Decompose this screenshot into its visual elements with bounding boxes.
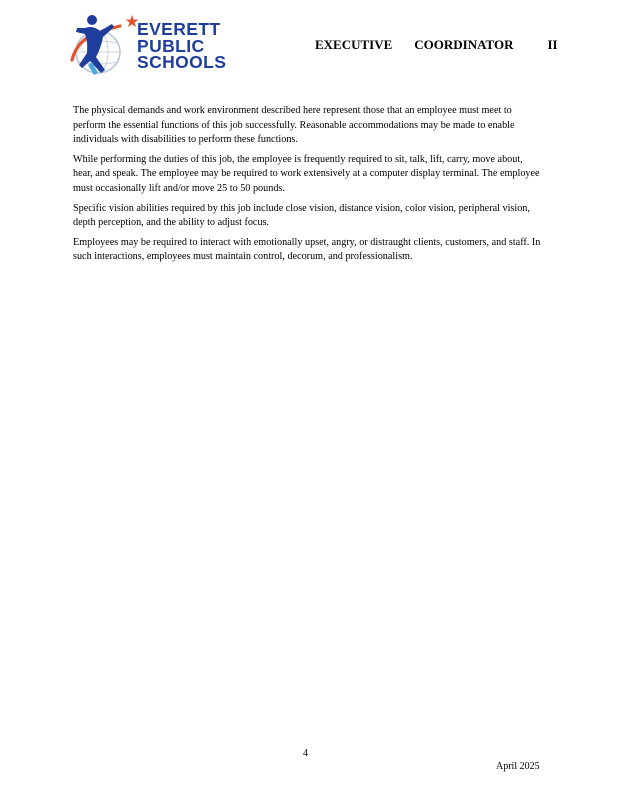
title-word-coordinator: COORDINATOR: [414, 37, 514, 52]
paragraph-duties: While performing the duties of this job, the employee is frequently required to sit, talk, lift, carry, move about, hear, and speak. The employee may be required to work extensively at a computer display terminal. The employee must occasionally lift and/or move 25 to 50 pounds.: [73, 153, 540, 194]
paragraph-physical-demands: The physical demands and work environment described here represent those that an employee must meet to perform the essential functions of this job successfully. Reasonable accommodations may be made to enable individuals with disabilities to perform these functions.: [73, 105, 515, 146]
page-number: 4: [303, 748, 308, 759]
logo-line-1: EVERETT: [137, 19, 221, 39]
body-content: [73, 104, 543, 270]
paragraph-interactions: Employees may be required to interact with emotionally upset, angry, or distraught clients, customers, and staff. In such interactions, employees must maintain control, decorum, and professionalism.: [73, 236, 541, 263]
footer-date: April 2025: [496, 761, 540, 772]
title-word-executive: EXECUTIVE: [315, 37, 393, 52]
logo-line-3: SCHOOLS: [137, 52, 227, 72]
student-globe-icon: [70, 12, 142, 80]
paragraph-vision: Specific vision abilities required by this job include close vision, distance vision, color vision, peripheral vision, depth perception, and the ability to adjust focus.: [73, 202, 530, 229]
logo-line-2: PUBLIC: [137, 35, 205, 56]
logo-wordmark: [137, 21, 226, 71]
school-logo: [70, 12, 240, 80]
title-word-level: II: [547, 37, 558, 52]
document-title: [315, 37, 558, 53]
